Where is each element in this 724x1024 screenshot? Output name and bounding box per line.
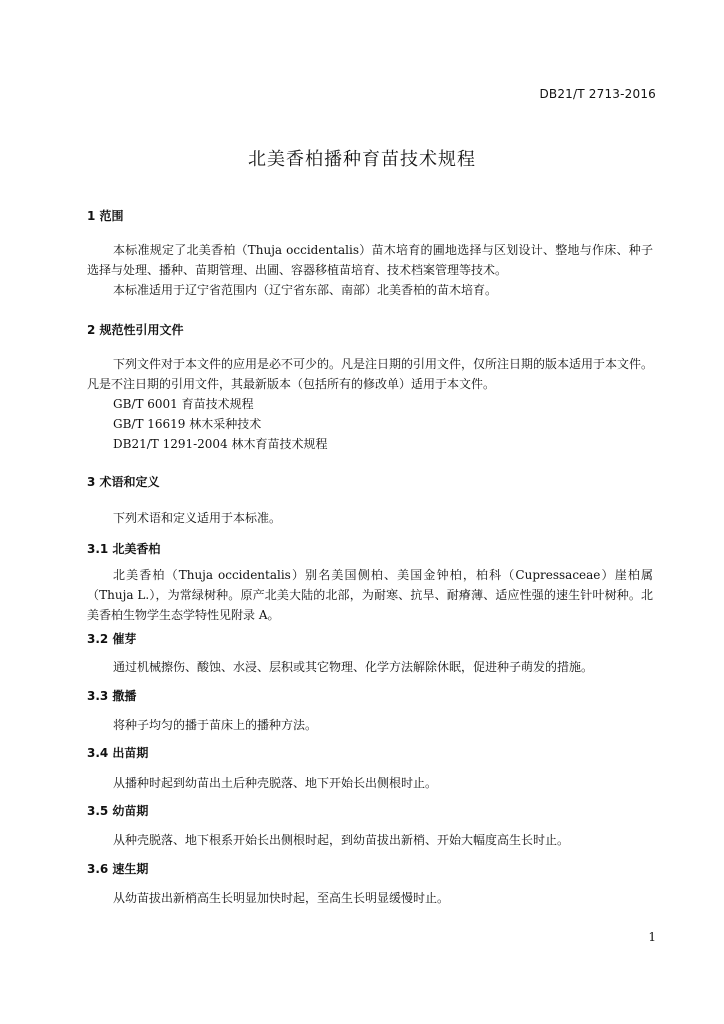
term-heading-germination: 3.2 催芽 <box>87 632 137 646</box>
term-definition-seedling-period: 从种壳脱落、地下根系开始长出侧根时起，到幼苗拔出新梢、开始大幅度高生长时止。 <box>113 833 570 847</box>
term-definition-thuja: 北美香柏（Thuja occidentalis）别名美国侧柏、美国金钟柏，柏科（Cupressaceae）崖柏属（Thuja L.），为常绿树种。原产北美大陆的北部，为耐寒、抗旱、耐瘠薄、适应性强的速生针叶树种。北美香柏生物学生态学特性见附录 A。 <box>87 568 653 622</box>
term-heading-thuja: 3.1 北美香柏 <box>87 542 161 556</box>
page-number: 1 <box>648 930 656 944</box>
section-heading-normative-references: 2 规范性引用文件 <box>87 323 184 337</box>
term-heading-seedling-period: 3.5 幼苗期 <box>87 804 149 818</box>
term-definition-germination: 通过机械擦伤、酸蚀、水浸、层积或其它物理、化学方法解除休眠，促进种子萌发的措施。 <box>113 660 594 674</box>
scope-paragraph-2: 本标准适用于辽宁省范围内（辽宁省东部、南部）北美香柏的苗木培育。 <box>113 283 498 297</box>
reference-item: GB/T 6001 育苗技术规程 <box>113 397 254 411</box>
term-heading-emergence-period: 3.4 出苗期 <box>87 746 149 760</box>
term-definition-rapid-growth-period: 从幼苗拔出新梢高生长明显加快时起，至高生长明显缓慢时止。 <box>113 891 450 905</box>
term-definition-broadcast-sowing: 将种子均匀的播于苗床上的播种方法。 <box>113 718 318 732</box>
document-title: 北美香柏播种育苗技术规程 <box>248 149 476 170</box>
reference-item: DB21/T 1291-2004 林木育苗技术规程 <box>113 437 328 451</box>
standard-code: DB21/T 2713-2016 <box>539 87 656 101</box>
terms-intro-paragraph: 下列术语和定义适用于本标准。 <box>113 511 282 525</box>
term-heading-rapid-growth-period: 3.6 速生期 <box>87 862 149 876</box>
term-definition-emergence-period: 从播种时起到幼苗出土后种壳脱落、地下开始长出侧根时止。 <box>113 776 438 790</box>
section-heading-terms: 3 术语和定义 <box>87 475 160 489</box>
references-paragraph: 下列文件对于本文件的应用是必不可少的。凡是注日期的引用文件，仅所注日期的版本适用于本文件。凡是不注日期的引用文件，其最新版本（包括所有的修改单）适用于本文件。 <box>87 357 654 391</box>
term-heading-broadcast-sowing: 3.3 撒播 <box>87 689 137 703</box>
section-heading-scope: 1 范围 <box>87 209 124 223</box>
scope-paragraph-1: 本标准规定了北美香柏（Thuja occidentalis）苗木培育的圃地选择与区划设计、整地与作床、种子选择与处理、播种、苗期管理、出圃、容器移植苗培育、技术档案管理等技术。 <box>87 243 653 277</box>
reference-item: GB/T 16619 林木采种技术 <box>113 417 262 431</box>
